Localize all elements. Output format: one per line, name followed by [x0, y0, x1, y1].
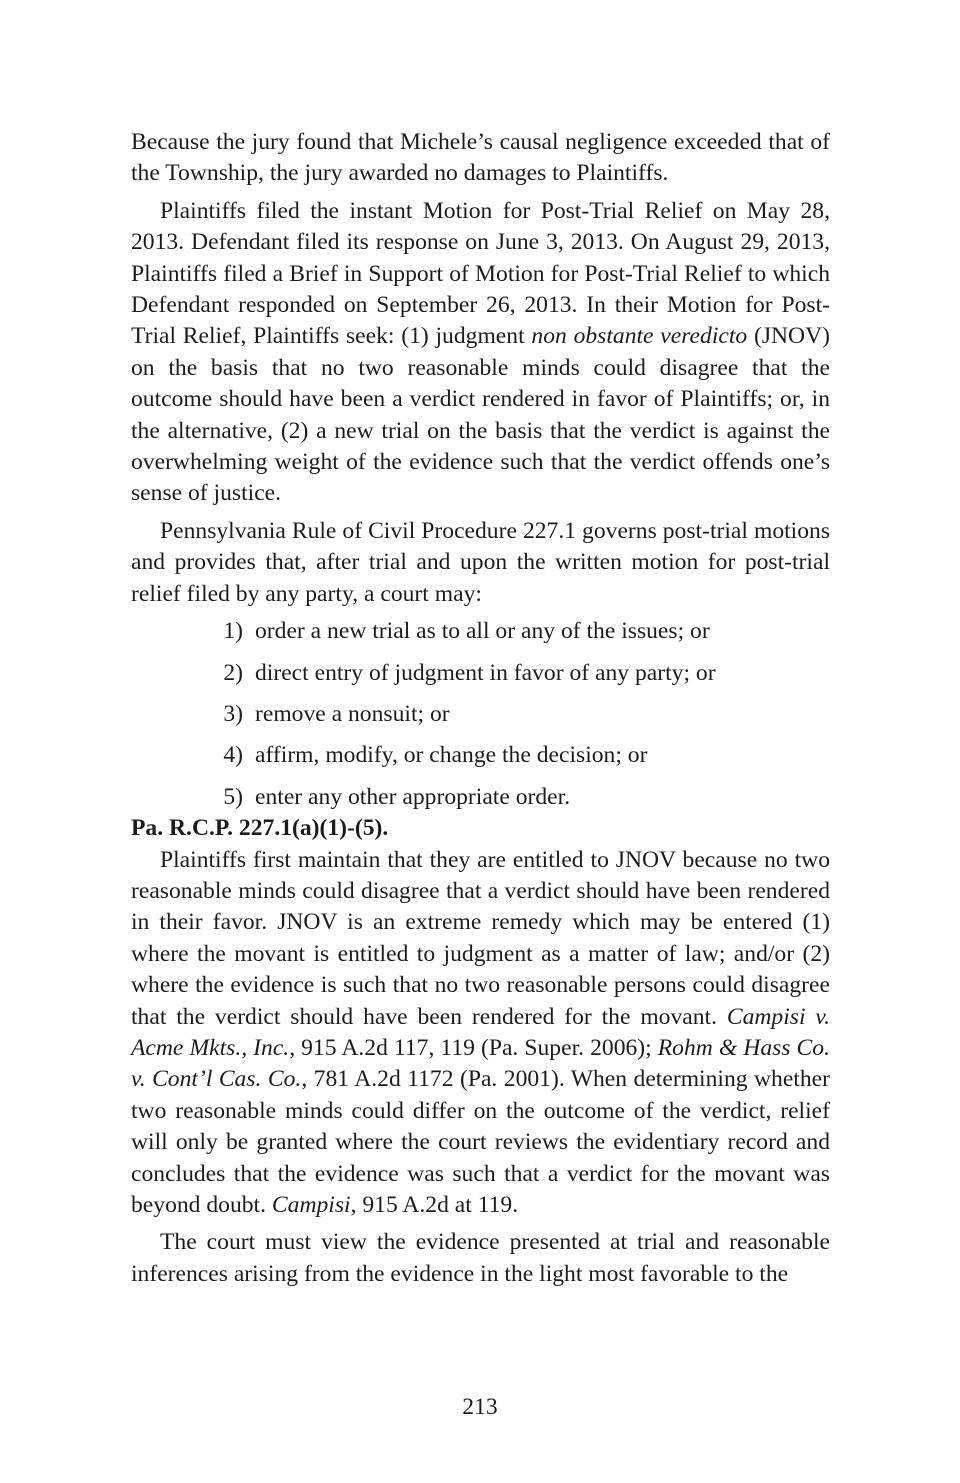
- list-item-text: order a new trial as to all or any of the issues; or: [255, 618, 710, 645]
- list-item-text: remove a nonsuit; or: [255, 700, 450, 727]
- list-item-number: 2): [223, 659, 243, 686]
- list-item-text: direct entry of judgment in favor of any party; or: [255, 659, 716, 686]
- list-item-number: 1): [223, 618, 243, 645]
- rule-options-list: [131, 616, 830, 813]
- list-item: [131, 616, 830, 647]
- document-page: [131, 127, 830, 1290]
- list-item: [131, 782, 830, 813]
- list-item: [131, 699, 830, 730]
- case-citation-campisi: Campisi v. Acme Mkts., Inc.: [131, 1003, 831, 1061]
- list-item: [131, 658, 830, 689]
- paragraph-5: The court must view the evidence presented at trial and reasonable inferences arising from the evidence in the light most favorable to the: [131, 1229, 830, 1287]
- paragraph-1: Because the jury found that Michele’s causal negligence exceeded that of the Township, the jury awarded no damages to Plaintiffs.: [131, 129, 830, 187]
- case-citation-rohm: Rohm & Hass Co. v. Cont’l Cas. Co.: [131, 1034, 830, 1093]
- paragraph-4-text-a: Plaintiffs first maintain that they are entitled to JNOV because no two reasonable minds could disagree that a verdict should have been rendered in their favor. JNOV is an extreme remedy which may be entered (1) where the movant is entitled to judgment as a matter of law; and/or (2) where the evidence is such that no two reasonable persons could disagree that the verdict should have been rendered for the movant.: [131, 846, 830, 1030]
- list-item-number: 5): [223, 783, 243, 810]
- rule-citation: Pa. R.C.P. 227.1(a)(1)-(5).: [131, 815, 389, 842]
- paragraph-2: [131, 196, 830, 510]
- paragraph-3: Pennsylvania Rule of Civil Procedure 227.1 governs post-trial motions and provides that, after trial and upon the written motion for post-trial relief filed by any party, a court may:: [131, 517, 830, 607]
- paragraph-4: [131, 845, 830, 1222]
- list-item: [131, 740, 830, 771]
- paragraph-4-text-d: , 915 A.2d at 119.: [350, 1192, 519, 1218]
- paragraph-2-italic-term: non obstante veredicto: [531, 323, 748, 350]
- list-item-text: enter any other appropriate order.: [255, 783, 571, 810]
- page-number: 213: [462, 1394, 498, 1420]
- paragraph-2-text-a: Plaintiffs filed the instant Motion for Post-Trial Relief on May 28, 2013. Defendant filed its response on June 3, 2013. On August 29, 2013, Plaintiffs filed a Brief in Support of Motion for Post-Trial Relief to which Defendant responded on September 26, 2013. In their Motion for Post-Trial Relief, Plaintiffs seek: (1) judgment: [131, 197, 830, 350]
- paragraph-4-text-b: , 915 A.2d 117, 119 (Pa. Super. 2006);: [289, 1034, 658, 1061]
- list-item-number: 3): [223, 700, 243, 727]
- paragraph-4-text-c: , 781 A.2d 1172 (Pa. 2001). When determining whether two reasonable minds could differ on the outcome of the verdict, relief will only be granted where the court reviews the evidentiary record and concludes that the evidence was such that a verdict for the movant was beyond doubt.: [131, 1066, 830, 1218]
- paragraph-2-text-b: (JNOV) on the basis that no two reasonable minds could disagree that the outcome should have been a verdict rendered in favor of Plaintiffs; or, in the alternative, (2) a new trial on the basis that the verdict is against the overwhelming weight of the evidence such that the verdict offends one’s sense of justice.: [131, 323, 830, 507]
- case-citation-campisi-short: Campisi: [271, 1192, 351, 1218]
- list-item-number: 4): [223, 742, 243, 769]
- list-item-text: affirm, modify, or change the decision; or: [255, 742, 648, 769]
